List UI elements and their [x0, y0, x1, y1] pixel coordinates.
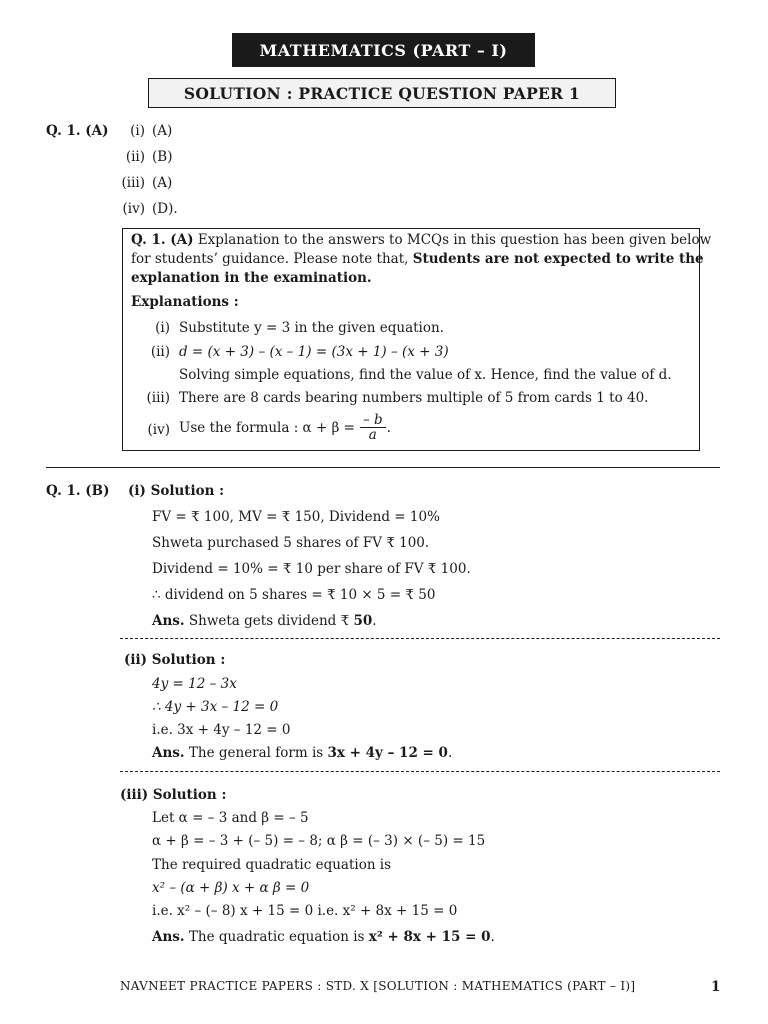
explanation-lead-label: Q. 1. (A): [131, 232, 194, 248]
solution-heading: (i) Solution :: [128, 483, 225, 499]
q1a-answer-num: (iii): [121, 175, 145, 191]
solution-line: Let α = – 3 and β = – 5: [152, 810, 309, 826]
ans-label: Ans.: [152, 745, 185, 761]
dashed-divider: [120, 771, 720, 772]
q1a-answer-num: (ii): [125, 149, 145, 165]
explanation-item-num: (iii): [146, 390, 170, 406]
ans-label: Ans.: [152, 929, 185, 945]
ans-text: Shweta gets dividend ₹: [188, 613, 350, 629]
explanation-item: Substitute y = 3 in the given equation.: [179, 320, 444, 336]
q1a-answer-num: (iv): [122, 201, 145, 217]
page-footer: NAVNEET PRACTICE PAPERS : STD. X [SOLUTION : MATHEMATICS (PART – I)]: [120, 979, 636, 993]
solution-line: ∴ 4y + 3x – 12 = 0: [152, 699, 279, 715]
ans-value: 50: [353, 613, 373, 629]
explanation-item: There are 8 cards bearing numbers multiple of 5 from cards 1 to 40.: [179, 390, 649, 406]
solution-line: The required quadratic equation is: [152, 857, 392, 873]
fraction: [360, 413, 386, 442]
explanation-item: Use the formula : α + β =: [179, 419, 355, 436]
solution-line: Shweta purchased 5 shares of FV ₹ 100.: [152, 535, 430, 551]
fraction-numerator: – b: [360, 413, 386, 428]
solution-line: i.e. x² – (– 8) x + 15 = 0 i.e. x² + 8x + 15 = 0: [152, 903, 458, 919]
explanation-item: Solving simple equations, find the value of x. Hence, find the value of d.: [179, 367, 672, 383]
q1a-answer: (B): [152, 149, 173, 165]
page-title: MATHEMATICS (PART – I): [232, 33, 535, 67]
q1a-label: Q. 1. (A): [46, 123, 109, 139]
sentence-end: .: [447, 745, 453, 761]
explanation-item-num: (ii): [150, 344, 170, 360]
sentence-end: .: [490, 929, 495, 945]
q1a-answer: (D).: [152, 201, 178, 217]
explanation-note-bold: Students are not expected to write the: [412, 251, 704, 267]
solution-heading: (ii) Solution :: [124, 652, 226, 668]
solution-line: FV = ₹ 100, MV = ₹ 150, Dividend = 10%: [152, 509, 440, 525]
ans-text: The quadratic equation is: [188, 929, 365, 945]
answer-line: [152, 613, 377, 629]
sentence-end: .: [372, 613, 377, 629]
solution-line: x² – (α + β) x + α β = 0: [152, 880, 310, 896]
explanation-line-1: [131, 232, 711, 248]
ans-value: x² + 8x + 15 = 0: [368, 929, 491, 945]
explanation-item-num: (i): [155, 320, 170, 336]
explanation-text: Explanation to the answers to MCQs in this question has been given below: [197, 232, 712, 248]
dashed-divider: [120, 638, 720, 639]
answer-line: [152, 745, 452, 761]
q1a-answer-num: (i): [130, 123, 145, 139]
answer-line: [152, 929, 495, 945]
explanation-line-2: [131, 251, 704, 267]
fraction-denominator: a: [368, 427, 377, 444]
page-subtitle: SOLUTION : PRACTICE QUESTION PAPER 1: [148, 78, 616, 108]
ans-value: 3x + 4y – 12 = 0: [327, 745, 448, 761]
explanations-heading: Explanations :: [131, 294, 239, 310]
ans-text: The general form is: [188, 745, 324, 761]
q1a-answer: (A): [152, 175, 173, 191]
explanation-item-formula: [179, 413, 391, 442]
section-divider: [46, 467, 720, 468]
sentence-end: .: [386, 419, 391, 436]
explanation-note-bold: explanation in the examination.: [131, 270, 372, 286]
ans-label: Ans.: [152, 613, 185, 629]
q1b-label: Q. 1. (B): [46, 483, 110, 499]
explanation-item: d = (x + 3) – (x – 1) = (3x + 1) – (x + 3): [179, 344, 449, 360]
page-number: 1: [711, 979, 721, 995]
solution-heading: (iii) Solution :: [120, 787, 227, 803]
solution-line: i.e. 3x + 4y – 12 = 0: [152, 722, 291, 738]
solution-line: Dividend = 10% = ₹ 10 per share of FV ₹ 100.: [152, 561, 471, 577]
solution-line: ∴ dividend on 5 shares = ₹ 10 × 5 = ₹ 50: [152, 587, 436, 603]
q1a-answer: (A): [152, 123, 173, 139]
explanation-text: for students’ guidance. Please note that,: [131, 251, 409, 267]
solution-line: 4y = 12 – 3x: [152, 676, 237, 692]
explanation-item-num: (iv): [147, 422, 170, 438]
solution-line: α + β = – 3 + (– 5) = – 8; α β = (– 3) × (– 5) = 15: [152, 833, 486, 849]
